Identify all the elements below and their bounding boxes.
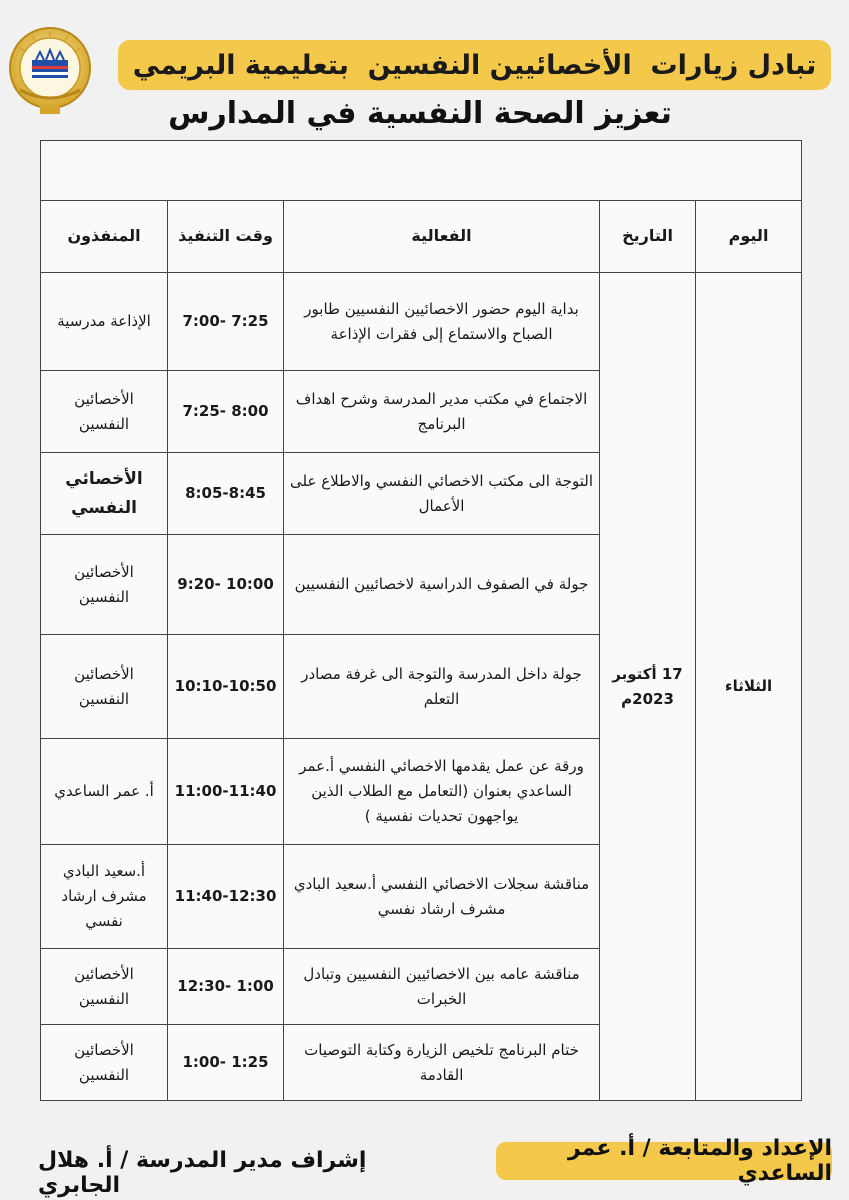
time-cell: 9:20- 10:00: [168, 535, 284, 635]
activity-cell: ورقة عن عمل يقدمها الاخصائي النفسي أ.عمر الساعدي بعنوان (التعامل مع الطلاب الذين يواجهون تحديات نفسية ): [284, 739, 600, 845]
page-subtitle: تعزيز الصحة النفسية في المدارس: [168, 96, 672, 131]
executors-cell: الأخصائي النفسي: [41, 453, 168, 535]
time-cell: 8:05-8:45: [168, 453, 284, 535]
time-cell: 7:25- 8:00: [168, 371, 284, 453]
time-cell: 11:00-11:40: [168, 739, 284, 845]
executors-cell: الأخصائين النفسين: [41, 535, 168, 635]
header-date: التاريخ: [600, 201, 696, 273]
header-time: وقت التنفيذ: [168, 201, 284, 273]
executors-cell: الأخصائين النفسين: [41, 1025, 168, 1101]
executors-cell: الإذاعة مدرسية: [41, 273, 168, 371]
supervision-note: إشراف مدير المدرسة / أ. هلال الجابري: [38, 1148, 367, 1198]
date-day-month: 17 أكتوبر: [612, 664, 683, 683]
activity-cell: جولة داخل المدرسة والتوجة الى غرفة مصادر التعلم: [284, 635, 600, 739]
time-cell: 7:00- 7:25: [168, 273, 284, 371]
time-cell: 11:40-12:30: [168, 845, 284, 949]
preparation-note: الإعداد والمتابعة / أ. عمر الساعدي: [496, 1142, 832, 1180]
day-cell: الثلاثاء: [696, 273, 802, 1101]
emblem-icon: [6, 22, 94, 120]
activity-cell: جولة في الصفوف الدراسية لاخصائيين النفسيين: [284, 535, 600, 635]
banner-title: تبادل زيارات الأخصائيين النفسين بتعليمية البريمي: [118, 40, 831, 90]
time-cell: 1:00- 1:25: [168, 1025, 284, 1101]
time-cell: 12:30- 1:00: [168, 949, 284, 1025]
date-cell: [600, 273, 696, 1101]
header-day: اليوم: [696, 201, 802, 273]
activity-cell: ختام البرنامج تلخيص الزيارة وكتابة التوصيات القادمة: [284, 1025, 600, 1101]
activity-cell: الاجتماع في مكتب مدير المدرسة وشرح اهداف البرنامج: [284, 371, 600, 453]
school-logo: [6, 22, 94, 120]
executors-cell: أ.سعيد البادي مشرف ارشاد نفسي: [41, 845, 168, 949]
executors-cell: الأخصائين النفسين: [41, 371, 168, 453]
table-row: [41, 273, 802, 371]
header-activity: الفعالية: [284, 201, 600, 273]
executors-cell: الأخصائين النفسين: [41, 949, 168, 1025]
executors-cell: أ. عمر الساعدي: [41, 739, 168, 845]
date-year: 2023م: [621, 689, 674, 708]
executors-cell: الأخصائين النفسين: [41, 635, 168, 739]
schedule-table: [40, 140, 802, 1101]
blank-cell: [41, 141, 802, 201]
table-blank-row: [41, 141, 802, 201]
activity-cell: مناقشة سجلات الاخصائي النفسي أ.سعيد البادي مشرف ارشاد نفسي: [284, 845, 600, 949]
activity-cell: بداية اليوم حضور الاخصائيين النفسيين طابور الصباح والاستماع إلى فقرات الإذاعة: [284, 273, 600, 371]
header-executors: المنفذون: [41, 201, 168, 273]
table-header-row: [41, 201, 802, 273]
time-cell: 10:10-10:50: [168, 635, 284, 739]
activity-cell: التوجة الى مكتب الاخصائي النفسي والاطلاع على الأعمال: [284, 453, 600, 535]
activity-cell: مناقشة عامه بين الاخصائيين النفسيين وتبادل الخبرات: [284, 949, 600, 1025]
